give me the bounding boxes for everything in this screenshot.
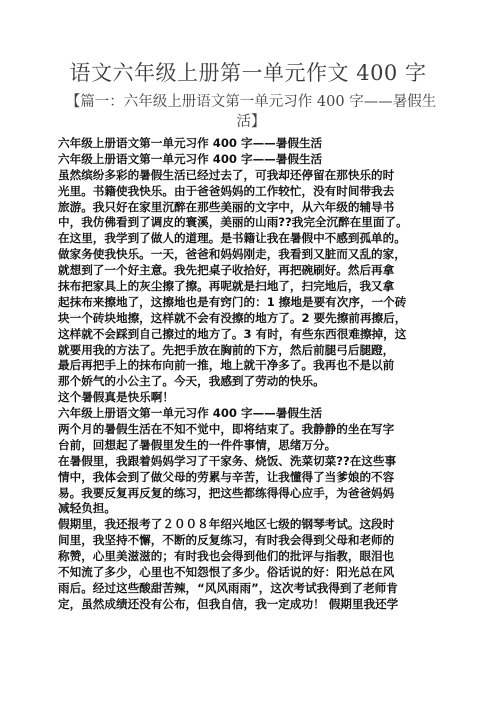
body-line: 情中，我体会到了做父母的劳累与辛苦，让我懂得了当爹娘的不容 bbox=[58, 469, 395, 484]
body-line: 这样就不会踩到自己擦过的地方了。3 有时，有些东西很难擦掉，这 bbox=[58, 326, 407, 341]
body-line: 在这里，我学到了做人的道理。是书籍让我在暑假中不感到孤单的。 bbox=[58, 231, 406, 246]
body-line: 就要用我的方法了。先把手放在胸前的下方，然后前腿弓后腿蹬， bbox=[58, 342, 395, 357]
body-line: 六年级上册语文第一单元习作 400 字——暑假生活 bbox=[58, 151, 323, 166]
body-line: 旅游。我只好在家里沉醉在那些美丽的文字中，从六年级的辅导书 bbox=[58, 199, 395, 214]
body-line: 台前，回想起了暑假里发生的一件件事情，思绪万分。 bbox=[58, 437, 337, 452]
body-line: 块一个砖块地擦，这样就不会有没擦的地方了。2 要先擦前再擦后， bbox=[58, 310, 407, 325]
body-line: 最后再把手上的抹布向前一推，地上就干净多了。我再也不是以前 bbox=[58, 358, 395, 373]
body-line: 易。我要反复再反复的练习，把这些都练得得心应手，为爸爸妈妈 bbox=[58, 485, 395, 500]
body-line: 这个暑假真是快乐啊！ bbox=[58, 390, 174, 405]
body-line: 称赞，心里美滋滋的；有时我也会得到他们的批评与指教，眼泪也 bbox=[58, 549, 395, 564]
body-line: 中，我仿佛看到了调皮的寰溪，美丽的山雨??我完全沉醉在里面了。 bbox=[58, 215, 408, 230]
body-line: 雨后。经过这些酸甜苦辣，“风风雨雨”，这次考试我得到了老师肯 bbox=[58, 580, 398, 595]
body-line: 做家务使我快乐。一天，爸爸和妈妈刚走，我看到又脏而又乱的家， bbox=[58, 247, 406, 262]
body-line: 假期里，我还报考了２００８年绍兴地区七级的钢琴考试。这段时 bbox=[58, 517, 395, 532]
body-line: 在暑假里，我跟着妈妈学习了干家务、烧饭、洗菜切菜??在这些事 bbox=[58, 453, 397, 468]
body-line: 六年级上册语文第一单元习作 400 字——暑假生活 bbox=[58, 406, 323, 421]
body-line: 抹布把家具上的灰尘擦了擦。再呢就是扫地了，扫完地后，我又拿 bbox=[58, 279, 395, 294]
body-line: 定，虽然成绩还没有公布，但我自信，我一定成功！ 假期里我还学 bbox=[58, 596, 399, 611]
body-line: 间里，我坚持不懈，不断的反复练习，有时我会得到父母和老师的 bbox=[58, 533, 395, 548]
body-line: 虽然缤纷多彩的暑假生活已经过去了，可我却还停留在那快乐的时 bbox=[58, 167, 395, 182]
body-line: 两个月的暑假生活在不知不觉中，即将结束了。我静静的坐在写字 bbox=[58, 422, 395, 437]
body-line: 不知流了多少，心里也不知怨恨了多少。俗话说的好：阳光总在风 bbox=[58, 565, 395, 580]
body-line: 起抹布来擦地了，这擦地也是有窍门的：1 擦地是要有次序，一个砖 bbox=[58, 294, 407, 309]
document-body bbox=[58, 136, 448, 613]
body-line: 六年级上册语文第一单元习作 400 字——暑假生活 bbox=[58, 136, 323, 150]
body-line: 光里。书籍使我快乐。由于爸爸妈妈的工作较忙，没有时间带我去 bbox=[58, 183, 395, 198]
document-subtitle: 【篇一：六年级上册语文第一单元习作 400 字——暑假生活】 bbox=[65, 94, 437, 130]
body-line: 就想到了一个好主意。我先把桌子收拾好，再把碗刷好。然后再拿 bbox=[58, 263, 395, 278]
body-line: 那个娇气的小公主了。今天，我感到了劳动的快乐。 bbox=[58, 374, 325, 389]
document-title: 语文六年级上册第一单元作文 400 字 bbox=[69, 61, 427, 85]
body-line: 减轻负担。 bbox=[58, 501, 116, 516]
